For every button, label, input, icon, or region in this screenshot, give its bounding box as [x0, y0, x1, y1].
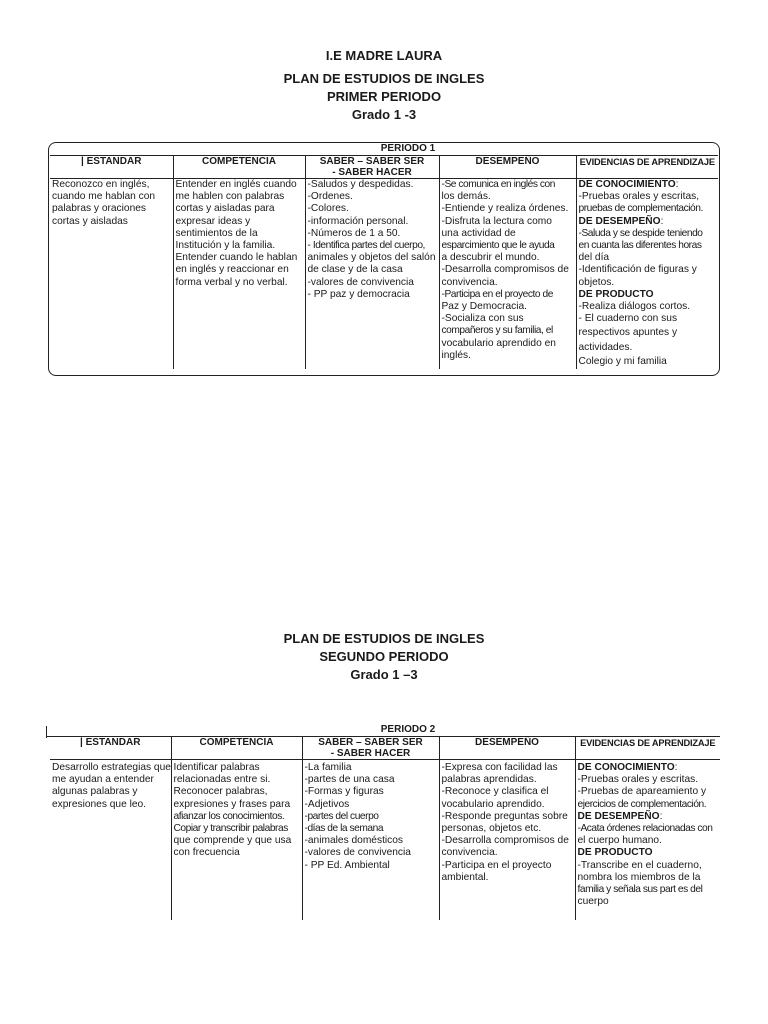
document-header-2 — [0, 630, 768, 684]
grade-title: Grado 1 -3 — [351, 107, 417, 122]
table-header-row — [50, 156, 718, 179]
period2-table — [50, 737, 720, 920]
table-row — [50, 760, 720, 920]
period1-table — [50, 155, 718, 369]
cell-saber: -Saludos y despedidas. -Ordenes. -Colores. -información personal. -Números de 1 a 50. - Identifica partes del cuerpo, animales y objetos del salón de clase y de la casa -valores de convivencia - PP paz y democracia — [305, 179, 439, 369]
col-desempeno: DESEMPEÑO — [439, 156, 576, 179]
plan-title: PLAN DE ESTUDIOS DE INGLES — [283, 71, 485, 86]
col-evidencias: EVIDENCIAS DE APRENDIZAJE — [580, 738, 716, 748]
cell-estandar: Reconozco en inglés, cuando me hablan con palabras y oraciones cortas y aisladas — [50, 179, 173, 369]
col-desempeno: DESEMPEÑO — [439, 737, 575, 760]
school-name: I.E MADRE LAURA — [325, 48, 443, 63]
period1-label: PERIODO 1 — [380, 143, 436, 154]
cell-competencia: Identificar palabras relacionadas entre si. Reconocer palabras, expresiones y frases para afianzar los conocimientos. Copiar y transcribir palabras que comprende y que usa con frecuencia — [171, 760, 302, 920]
col-competencia: COMPETENCIA — [171, 737, 302, 760]
col-estandar: | ESTANDAR — [50, 737, 171, 760]
col-competencia: COMPETENCIA — [173, 156, 305, 179]
col-saber: SABER – SABER SER - SABER HACER — [305, 156, 439, 179]
cell-evidencias: DE CONOCIMIENTO: -Pruebas orales y escritas, pruebas de complementación. DE DESEMPEÑO: -Saluda y se despide teniendo en cuanta las diferentes horas del día -Identificación de figuras y objetos. DE PRODUCTO -Realiza diálogos cortos. - El cuaderno con sus respectivos apuntes y actividades. Colegio y mi familia — [578, 179, 703, 367]
period2-label: PERIODO 2 — [380, 724, 436, 735]
cell-desempeno: -Expresa con facilidad las palabras aprendidas. -Reconoce y clasifica el vocabulario aprendido. -Responde preguntas sobre personas, objetos etc. -Desarrolla compromisos de convivencia. -Participa en el proyecto ambiental. — [439, 760, 575, 920]
cell-saber: -La familia -partes de una casa -Formas y figuras -Adjetivos -partes del cuerpo -días de la semana -animales domésticos -valores de convivencia - PP Ed. Ambiental — [302, 760, 439, 920]
plan-title-2: PLAN DE ESTUDIOS DE INGLES — [283, 631, 485, 646]
document-header-1 — [0, 47, 768, 124]
grade-title-2: Grado 1 –3 — [350, 667, 418, 682]
col-saber: SABER – SABER SER - SABER HACER — [302, 737, 439, 760]
col-evidencias: EVIDENCIAS DE APRENDIZAJE — [579, 157, 715, 167]
table-header-row — [50, 737, 720, 760]
period-title: PRIMER PERIODO — [326, 89, 442, 104]
cell-estandar: Desarrollo estrategias que me ayudan a entender algunas palabras y expresiones que leo. — [50, 760, 171, 920]
col-estandar: | ESTANDAR — [50, 156, 173, 179]
cell-desempeno: -Se comunica en inglés con los demás. -Entiende y realiza órdenes. -Disfruta la lectura como una actividad de esparcimiento que le ayuda a descubrir el mundo. -Desarrolla compromisos de convivencia. -Participa en el proyecto de Paz y Democracia. -Socializa con sus compañeros y su familia, el vocabulario aprendido en inglés. — [439, 179, 576, 369]
cell-competencia: Entender en inglés cuando me hablen con palabras cortas y aisladas para expresar ideas y sentimientos de la Institución y la familia. Entender cuando le hablan en inglés y reaccionar en forma verbal y no verbal. — [173, 179, 305, 369]
period-title-2: SEGUNDO PERIODO — [319, 649, 449, 664]
table-row — [50, 179, 718, 369]
cell-evidencias: DE CONOCIMIENTO: -Pruebas orales y escritas. -Pruebas de apareamiento y ejercicios de complementación. DE DESEMPEÑO: -Acata órdenes relacionadas con el cuerpo humano. DE PRODUCTO -Transcribe en el cuaderno, nombra los miembros de la familia y señala sus part es del cuerpo — [577, 762, 713, 908]
